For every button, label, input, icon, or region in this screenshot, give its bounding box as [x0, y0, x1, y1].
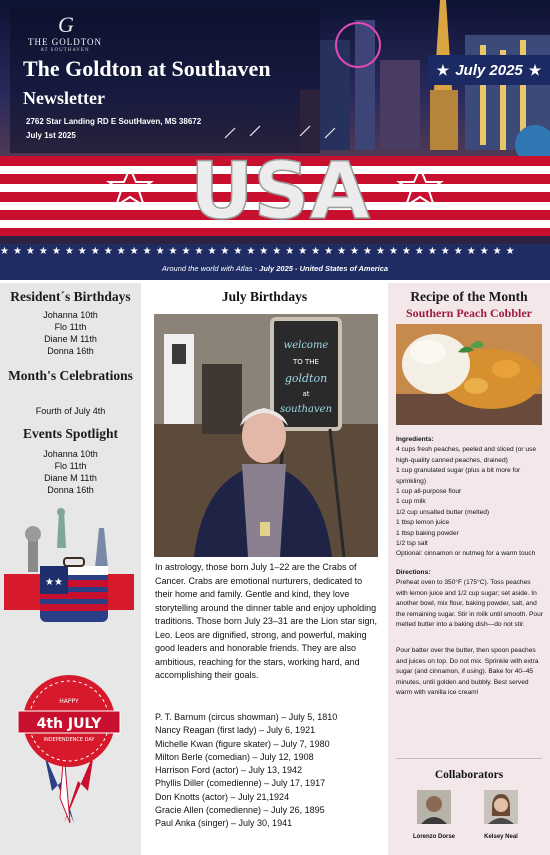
badge-sub-text: INDEPENDENCE DAY: [43, 737, 95, 743]
resident-birthdays-list: [0, 309, 141, 357]
collaborator-card: [404, 790, 464, 840]
badge-main-text: 4th JULY: [36, 716, 102, 732]
astrology-paragraph: In astrology, those born July 1–22 are the Crabs of Cancer. Crabs are emotional nurturers, dedicated to their home and family. Gentle and kind, they love storytelling around the dinner table and enjoy upholding traditions. Those born July 23–31 are the Lion star sign, Leo. Leos are dignified, strong, and powerful, making good leaders and honorable friends. They are also ambitious, reaching for the stars, working hard, and accomplishing their goals.: [155, 562, 377, 680]
main-column: [141, 283, 388, 855]
ingredient-item: 1 cup all-purpose flour: [396, 488, 462, 496]
sign-line: at: [302, 390, 310, 398]
list-item: Flo 11th: [54, 461, 87, 471]
logo-mark: G: [58, 12, 74, 37]
recipe-name: Southern Peach Cobbler: [406, 306, 532, 320]
directions-label: Directions:: [396, 568, 431, 576]
american-landmarks-suitcase-image: [4, 508, 134, 640]
list-item: Donna 16th: [47, 346, 94, 356]
month-badge-label: July 2025: [455, 61, 523, 79]
ingredient-item: 1 cup granulated sugar (plus a bit more for sprinkling): [396, 467, 521, 485]
direction-step: Pour batter over the butter, then spoon peaches and juices on top. Do not mix. Sprinkle with extra sugar (and cinnamon, if using). Bake for 40–45 minutes, until golden and bubbly. Best served warm with vanilla ice cream!: [396, 647, 539, 696]
collaborator-name: Lorenzo Dorse: [412, 834, 455, 840]
list-item: Michelle Kwan (figure skater) – July 7, 1980: [155, 738, 330, 749]
collaborators-heading: Collaborators: [434, 769, 504, 781]
address: 2762 Star Landing RD E SoutHaven, MS 38672: [26, 117, 202, 126]
ingredient-item: 1 tbsp baking powder: [396, 529, 459, 537]
resident-birthdays-heading: Resident´s Birthdays: [10, 289, 131, 304]
list-item: Milton Berle (comedian) – July 12, 1908: [155, 751, 314, 762]
sign-line: southaven: [279, 404, 333, 415]
collaborator-name: Kelsey Neal: [484, 834, 518, 840]
ingredient-item: Optional: cinnamon or nutmeg for a warm touch: [396, 550, 536, 558]
list-item: Johanna 10th: [43, 310, 98, 320]
ingredient-item: 1 tbsp lemon juice: [396, 519, 450, 527]
collaborator-card: [471, 790, 531, 840]
ingredient-item: 4 cups fresh peaches, peeled and sliced (or use high-quality canned peaches, drained): [396, 446, 537, 464]
list-item: Diane M 11th: [44, 334, 97, 344]
ingredient-item: 1 cup milk: [396, 498, 426, 506]
list-item: Donna 16th: [47, 485, 94, 495]
ingredient-item: 1/2 cup unsalted butter (melted): [396, 508, 490, 516]
events-spotlight-heading: Events Spotlight: [23, 426, 118, 441]
month-celebrations-heading: Month's Celebrations: [8, 368, 133, 383]
ingredients-label: Ingredients:: [396, 436, 434, 443]
newsletter-header: [0, 0, 550, 244]
list-item: Phyllis Diller (comedienne) – July 17, 1917: [155, 778, 326, 789]
list-item: Diane M 11th: [44, 473, 97, 483]
list-item: Fourth of July 4th: [35, 406, 106, 416]
fourth-of-july-badge-image: [4, 673, 134, 823]
list-item: Johanna 10th: [43, 449, 98, 459]
sign-line: TO THE: [293, 358, 319, 366]
sign-line: goldton: [284, 372, 328, 385]
usa-banner-graphic: [190, 128, 370, 237]
strap-highlight: July 2025 - United States of America: [259, 264, 389, 273]
newsletter-subtitle: Newsletter: [23, 88, 105, 108]
list-item: Flo 11th: [54, 322, 87, 332]
famous-birthdays-list: [155, 711, 381, 831]
issue-date: July 1st 2025: [26, 131, 76, 140]
usa-word: USA: [190, 147, 370, 237]
events-spotlight-list: [0, 448, 141, 496]
list-item: Nancy Reagan (first lady) – July 6, 1921: [155, 725, 316, 736]
list-item: Paul Anka (singer) – July 30, 1941: [155, 818, 293, 829]
recipe-sidebar: [388, 283, 550, 855]
july-birthdays-heading: July Birthdays: [221, 289, 308, 304]
sign-line: welcome: [283, 340, 329, 351]
star-row-icon: ★★★★★★★★★★★★★★★★★★★★★★★★★★★★★★★★★★★★★★★★: [0, 246, 519, 257]
logo-name: THE GOLDTON: [27, 37, 103, 47]
star-icon: ★: [436, 61, 450, 78]
svg-text:★★: ★★: [45, 577, 63, 588]
list-item: Harrison Ford (actor) – July 13, 1942: [155, 765, 303, 776]
strap-prefix: Around the world with Atlas -: [161, 264, 260, 273]
newsletter-title: The Goldton at Southaven: [23, 56, 271, 81]
divider: [396, 758, 542, 759]
ingredient-item: 1/2 tsp salt: [396, 540, 428, 548]
avatar: [484, 790, 518, 824]
list-item: Don Knotts (actor) – July 21,1924: [155, 791, 290, 802]
recipe-heading: Recipe of the Month: [410, 289, 528, 304]
avatar: [417, 790, 451, 824]
logo-subtitle: AT SOUTHAVEN: [40, 48, 90, 53]
month-badge: [428, 55, 550, 85]
left-sidebar: [0, 283, 141, 855]
resident-photo: [154, 314, 378, 557]
recipe-text: [396, 435, 544, 698]
list-item: P. T. Barnum (circus showman) – July 5, 1810: [155, 712, 338, 722]
stars-banner: [0, 244, 550, 280]
badge-top-text: HAPPY: [59, 698, 79, 705]
theme-strapline: [0, 264, 550, 273]
direction-step: Preheat oven to 350°F (175°C). Toss peaches with lemon juice and 1/2 cup sugar; set aside. In another bowl, mix flour, baking powder, salt, and the remaining sugar. Stir in milk until smooth. Pour melted butter into a baking dish—do not stir.: [396, 579, 543, 628]
list-item: Gracie Allen (comedienne) – July 26, 1895: [155, 805, 325, 816]
month-celebrations-list: [0, 405, 141, 417]
peach-cobbler-photo: [396, 324, 542, 425]
star-icon: ★: [528, 61, 542, 78]
